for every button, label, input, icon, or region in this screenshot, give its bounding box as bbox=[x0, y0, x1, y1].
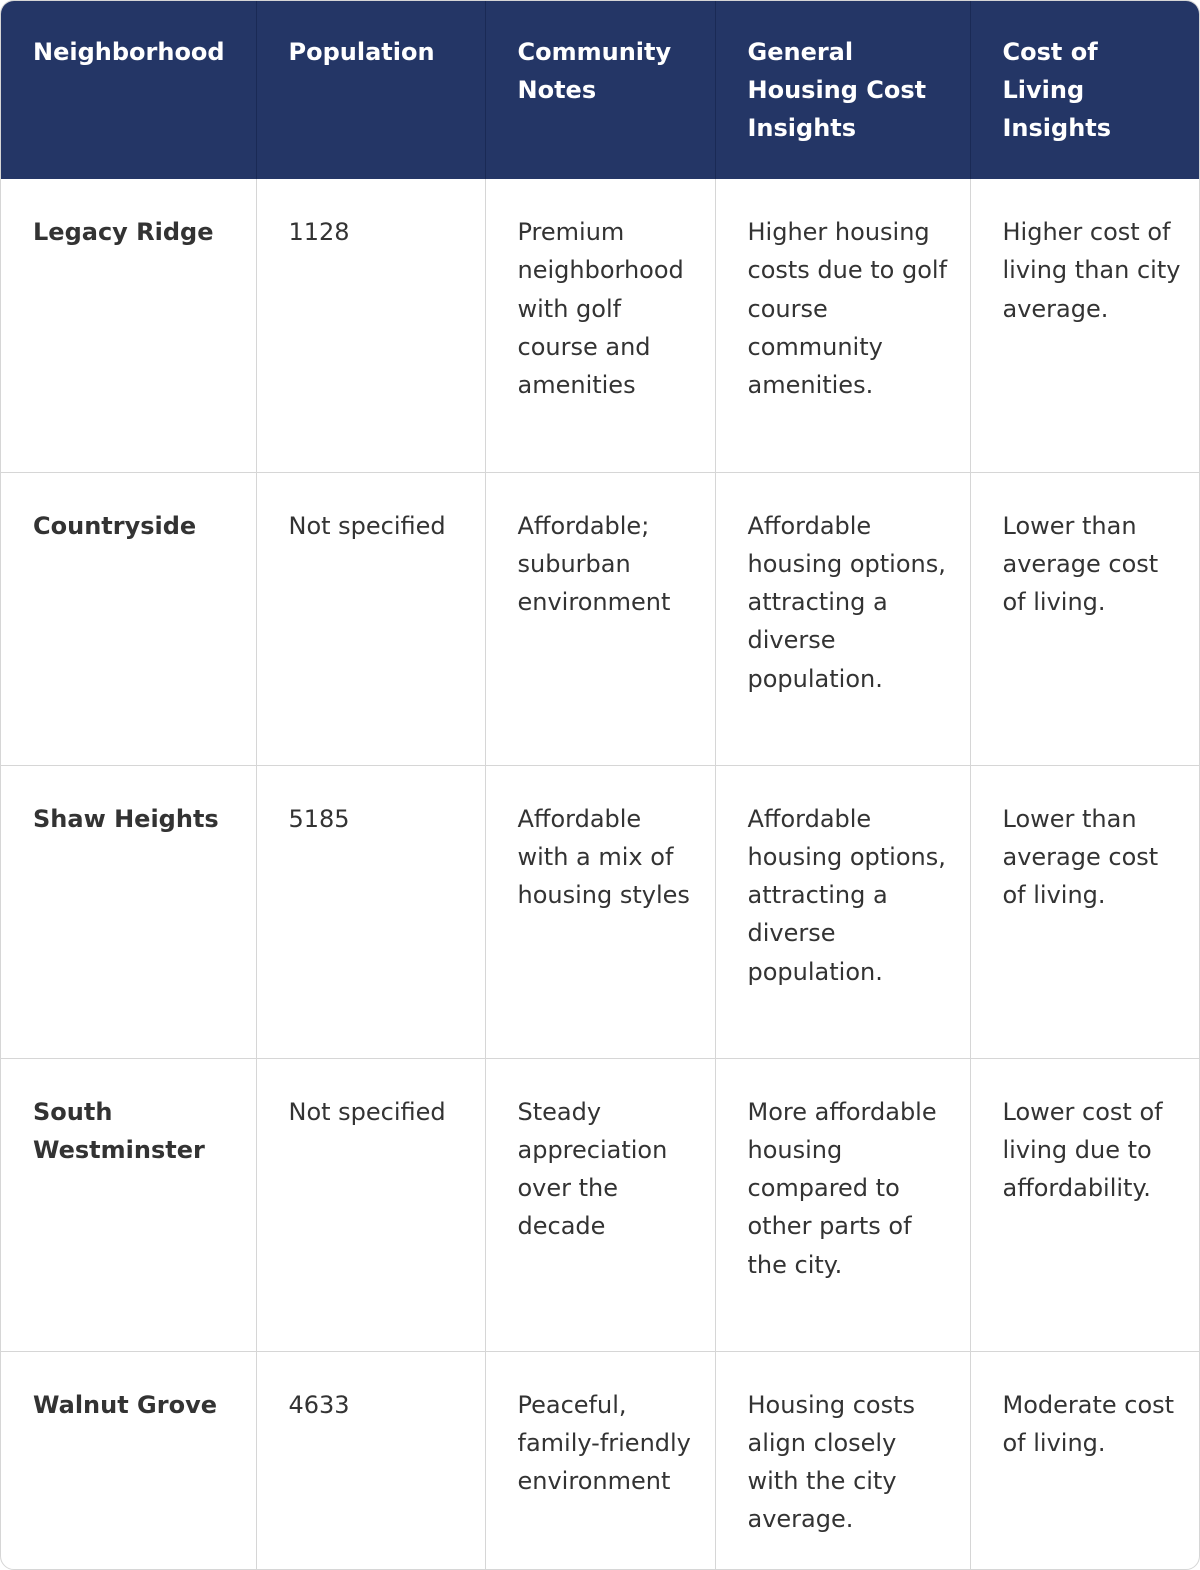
neighborhood-cell: Shaw Heights bbox=[1, 765, 256, 1058]
table-row bbox=[1, 1351, 1199, 1570]
neighborhood-cell: Countryside bbox=[1, 472, 256, 765]
housing-cost-cell: Higher housing costs due to golf course community amenities. bbox=[715, 179, 970, 472]
header-cost-of-living: Cost of Living Insights bbox=[970, 1, 1199, 179]
header-neighborhood: Neighborhood bbox=[1, 1, 256, 179]
housing-cost-cell: Housing costs align closely with the city average. bbox=[715, 1351, 970, 1570]
housing-cost-cell: Affordable housing options, attracting a diverse population. bbox=[715, 472, 970, 765]
population-cell: Not specified bbox=[256, 1058, 485, 1351]
header-housing-cost: General Housing Cost Insights bbox=[715, 1, 970, 179]
population-cell: Not specified bbox=[256, 472, 485, 765]
population-cell: 1128 bbox=[256, 179, 485, 472]
housing-cost-cell: Affordable housing options, attracting a diverse population. bbox=[715, 765, 970, 1058]
table-row bbox=[1, 765, 1199, 1058]
cost-of-living-cell: Lower cost of living due to affordability. bbox=[970, 1058, 1199, 1351]
table-row bbox=[1, 1058, 1199, 1351]
header-population: Population bbox=[256, 1, 485, 179]
table-row bbox=[1, 179, 1199, 472]
header-row bbox=[1, 1, 1199, 179]
housing-cost-cell: More affordable housing compared to other parts of the city. bbox=[715, 1058, 970, 1351]
community-notes-cell: Peaceful, family-friendly environment bbox=[485, 1351, 715, 1570]
community-notes-cell: Steady appreciation over the decade bbox=[485, 1058, 715, 1351]
table-row bbox=[1, 472, 1199, 765]
cost-of-living-cell: Moderate cost of living. bbox=[1002, 1390, 1175, 1457]
neighborhood-cell: Walnut Grove bbox=[1, 1351, 256, 1570]
community-notes-cell: Premium neighborhood with golf course and amenities bbox=[485, 179, 715, 472]
table-header bbox=[1, 1, 1199, 179]
population-cell: 5185 bbox=[256, 765, 485, 1058]
population-cell: 4633 bbox=[256, 1351, 485, 1570]
cost-of-living-cell: Lower than average cost of living. bbox=[970, 765, 1199, 1058]
cost-of-living-cell: Lower than average cost of living. bbox=[970, 472, 1199, 765]
neighborhood-cell: Legacy Ridge bbox=[1, 179, 256, 472]
header-community-notes: Community Notes bbox=[485, 1, 715, 179]
neighborhood-cell: South Westminster bbox=[1, 1058, 256, 1351]
community-notes-cell: Affordable; suburban environment bbox=[485, 472, 715, 765]
table-body bbox=[1, 179, 1199, 1570]
community-notes-cell: Affordable with a mix of housing styles bbox=[485, 765, 715, 1058]
data-table bbox=[1, 1, 1199, 1570]
cost-of-living-cell: Higher cost of living than city average. bbox=[970, 179, 1199, 472]
